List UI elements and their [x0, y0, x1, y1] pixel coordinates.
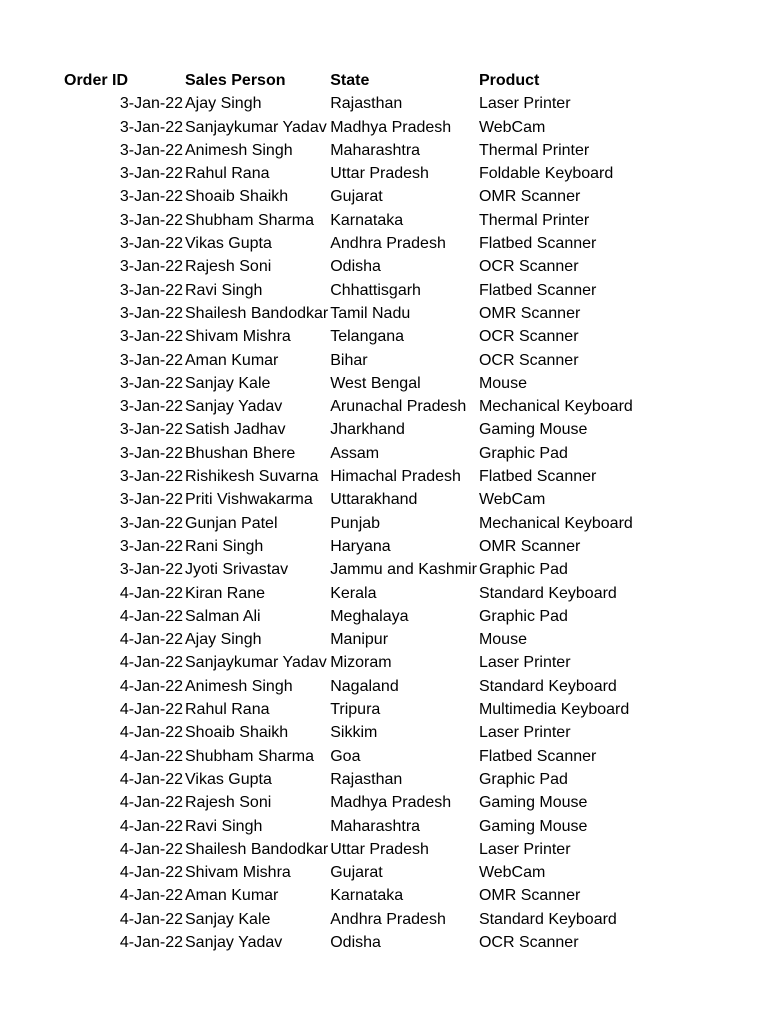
sales-person-cell: Sanjaykumar Yadav — [185, 654, 327, 672]
state-cell: Bihar — [330, 351, 368, 369]
order-date-cell: 4-Jan-22 — [119, 794, 183, 812]
table-row — [62, 232, 647, 255]
table-row — [62, 116, 647, 139]
sales-person-cell: Ajay Singh — [185, 95, 262, 113]
order-date-cell: 3-Jan-22 — [119, 235, 183, 253]
table-row — [62, 512, 647, 535]
column-header-state: State — [330, 72, 370, 89]
product-cell: Graphic Pad — [478, 770, 568, 788]
table-row — [62, 325, 647, 348]
state-cell: Kerala — [330, 584, 377, 602]
table-row — [62, 582, 647, 605]
order-date-cell: 3-Jan-22 — [119, 537, 183, 555]
product-cell: Laser Printer — [478, 654, 571, 672]
sales-person-cell: Ravi Singh — [185, 817, 263, 835]
table-row — [62, 139, 647, 162]
sales-person-cell: Sanjay Yadav — [185, 398, 283, 416]
table-row — [62, 209, 647, 232]
table-row — [62, 558, 647, 581]
table-row — [62, 791, 647, 814]
table-row — [62, 372, 647, 395]
sales-person-cell: Satish Jadhav — [185, 421, 286, 439]
product-cell: Mechanical Keyboard — [478, 514, 633, 532]
table-row — [62, 162, 647, 185]
state-cell: Chhattisgarh — [330, 281, 421, 299]
table-row — [62, 675, 647, 698]
orders-table — [62, 69, 647, 954]
product-cell: Graphic Pad — [478, 607, 568, 625]
product-cell: Laser Printer — [478, 95, 571, 113]
product-cell: Flatbed Scanner — [478, 235, 597, 253]
order-date-cell: 4-Jan-22 — [119, 840, 183, 858]
sales-person-cell: Shoaib Shaikh — [185, 724, 289, 742]
sales-person-cell: Sanjaykumar Yadav — [185, 118, 327, 136]
product-cell: Flatbed Scanner — [478, 468, 597, 486]
sales-person-cell: Animesh Singh — [185, 141, 293, 159]
order-date-cell: 3-Jan-22 — [119, 374, 183, 392]
sales-person-cell: Aman Kumar — [185, 887, 279, 905]
order-date-cell: 4-Jan-22 — [119, 654, 183, 672]
order-date-cell: 3-Jan-22 — [119, 398, 183, 416]
table-row — [62, 349, 647, 372]
order-date-cell: 4-Jan-22 — [119, 770, 183, 788]
sales-person-cell: Shailesh Bandodkar — [185, 840, 329, 858]
sales-person-cell: Rani Singh — [185, 537, 264, 555]
column-header-sales-person: Sales Person — [185, 72, 286, 89]
order-date-cell: 3-Jan-22 — [119, 444, 183, 462]
order-date-cell: 4-Jan-22 — [119, 910, 183, 928]
state-cell: Nagaland — [330, 677, 399, 695]
order-date-cell: 3-Jan-22 — [119, 141, 183, 159]
sales-person-cell: Rishikesh Suvarna — [185, 468, 319, 486]
state-cell: Tamil Nadu — [330, 304, 411, 322]
table-row — [62, 651, 647, 674]
product-cell: Gaming Mouse — [478, 794, 588, 812]
table-row — [62, 442, 647, 465]
sales-person-cell: Shubham Sharma — [185, 747, 314, 765]
order-date-cell: 3-Jan-22 — [119, 468, 183, 486]
product-cell: OCR Scanner — [478, 351, 579, 369]
order-date-cell: 4-Jan-22 — [119, 607, 183, 625]
table-row — [62, 698, 647, 721]
order-date-cell: 4-Jan-22 — [119, 677, 183, 695]
product-cell: Standard Keyboard — [478, 910, 617, 928]
state-cell: Jharkhand — [330, 421, 405, 439]
state-cell: Karnataka — [330, 211, 404, 229]
sales-person-cell: Aman Kumar — [185, 351, 279, 369]
state-cell: Manipur — [330, 631, 389, 649]
state-cell: Telangana — [330, 328, 405, 346]
order-date-cell: 3-Jan-22 — [119, 304, 183, 322]
sales-person-cell: Bhushan Bhere — [185, 444, 296, 462]
sales-person-cell: Vikas Gupta — [185, 235, 272, 253]
state-cell: Uttarakhand — [330, 491, 418, 509]
product-cell: Laser Printer — [478, 840, 571, 858]
sales-person-cell: Sanjay Kale — [185, 374, 271, 392]
table-row — [62, 931, 647, 954]
state-cell: Mizoram — [330, 654, 392, 672]
order-date-cell: 4-Jan-22 — [119, 887, 183, 905]
sales-person-cell: Shivam Mishra — [185, 328, 291, 346]
state-cell: Odisha — [330, 933, 381, 951]
state-cell: Uttar Pradesh — [330, 165, 429, 183]
state-cell: Punjab — [330, 514, 381, 532]
product-cell: WebCam — [478, 491, 546, 509]
table-row — [62, 861, 647, 884]
sales-person-cell: Rahul Rana — [185, 701, 270, 719]
table-body — [62, 92, 647, 954]
state-cell: Uttar Pradesh — [330, 840, 429, 858]
order-date-cell: 3-Jan-22 — [119, 328, 183, 346]
order-date-cell: 4-Jan-22 — [119, 747, 183, 765]
state-cell: Andhra Pradesh — [330, 235, 446, 253]
table-row — [62, 768, 647, 791]
sales-person-cell: Ravi Singh — [185, 281, 263, 299]
sales-person-cell: Sanjay Kale — [185, 910, 271, 928]
state-cell: Himachal Pradesh — [330, 468, 461, 486]
table-row — [62, 884, 647, 907]
product-cell: Mouse — [478, 631, 527, 649]
state-cell: Gujarat — [330, 188, 383, 206]
product-cell: Graphic Pad — [478, 444, 568, 462]
state-cell: Rajasthan — [330, 95, 403, 113]
order-date-cell: 3-Jan-22 — [119, 281, 183, 299]
sales-person-cell: Shoaib Shaikh — [185, 188, 289, 206]
product-cell: OCR Scanner — [478, 328, 579, 346]
sales-person-cell: Ajay Singh — [185, 631, 262, 649]
order-date-cell: 3-Jan-22 — [119, 421, 183, 439]
product-cell: OMR Scanner — [478, 188, 581, 206]
order-date-cell: 4-Jan-22 — [119, 631, 183, 649]
product-cell: WebCam — [478, 864, 546, 882]
sales-person-cell: Rajesh Soni — [185, 794, 272, 812]
table-row — [62, 605, 647, 628]
order-date-cell: 3-Jan-22 — [119, 561, 183, 579]
state-cell: Odisha — [330, 258, 381, 276]
product-cell: Gaming Mouse — [478, 421, 588, 439]
sales-person-cell: Animesh Singh — [185, 677, 293, 695]
table-row — [62, 838, 647, 861]
header-row — [62, 69, 647, 92]
sales-person-cell: Salman Ali — [185, 607, 261, 625]
table-row — [62, 302, 647, 325]
sales-person-cell: Shailesh Bandodkar — [185, 304, 329, 322]
order-date-cell: 4-Jan-22 — [119, 864, 183, 882]
table-row — [62, 488, 647, 511]
order-date-cell: 3-Jan-22 — [119, 514, 183, 532]
order-date-cell: 3-Jan-22 — [119, 95, 183, 113]
table-row — [62, 745, 647, 768]
product-cell: Mechanical Keyboard — [478, 398, 633, 416]
table-row — [62, 628, 647, 651]
order-date-cell: 4-Jan-22 — [119, 584, 183, 602]
product-cell: OMR Scanner — [478, 304, 581, 322]
product-cell: Graphic Pad — [478, 561, 568, 579]
state-cell: Tripura — [330, 701, 381, 719]
sales-person-cell: Shubham Sharma — [185, 211, 314, 229]
product-cell: Foldable Keyboard — [478, 165, 614, 183]
order-date-cell: 3-Jan-22 — [119, 258, 183, 276]
product-cell: WebCam — [478, 118, 546, 136]
table-row — [62, 465, 647, 488]
sales-person-cell: Gunjan Patel — [185, 514, 278, 532]
order-date-cell: 3-Jan-22 — [119, 211, 183, 229]
order-date-cell: 4-Jan-22 — [119, 817, 183, 835]
product-cell: Gaming Mouse — [478, 817, 588, 835]
state-cell: Arunachal Pradesh — [330, 398, 467, 416]
table-row — [62, 908, 647, 931]
order-date-cell: 4-Jan-22 — [119, 933, 183, 951]
state-cell: Assam — [330, 444, 380, 462]
order-date-cell: 3-Jan-22 — [119, 188, 183, 206]
table-row — [62, 92, 647, 115]
order-date-cell: 3-Jan-22 — [119, 351, 183, 369]
table-row — [62, 418, 647, 441]
state-cell: Madhya Pradesh — [330, 794, 452, 812]
table-row — [62, 535, 647, 558]
product-cell: Standard Keyboard — [478, 677, 617, 695]
column-header-product: Product — [478, 72, 540, 89]
table-row — [62, 255, 647, 278]
table-row — [62, 185, 647, 208]
state-cell: Madhya Pradesh — [330, 118, 452, 136]
state-cell: West Bengal — [330, 374, 421, 392]
product-cell: Thermal Printer — [478, 211, 590, 229]
sales-person-cell: Priti Vishwakarma — [185, 491, 313, 509]
product-cell: OMR Scanner — [478, 887, 581, 905]
product-cell: Mouse — [478, 374, 527, 392]
table-row — [62, 721, 647, 744]
state-cell: Meghalaya — [330, 607, 409, 625]
sales-person-cell: Kiran Rane — [185, 584, 266, 602]
order-date-cell: 3-Jan-22 — [119, 491, 183, 509]
state-cell: Haryana — [330, 537, 391, 555]
sales-person-cell: Jyoti Srivastav — [185, 561, 289, 579]
product-cell: OMR Scanner — [478, 537, 581, 555]
state-cell: Maharashtra — [330, 817, 421, 835]
order-date-cell: 4-Jan-22 — [119, 724, 183, 742]
state-cell: Andhra Pradesh — [330, 910, 446, 928]
state-cell: Maharashtra — [330, 141, 421, 159]
sales-person-cell: Shivam Mishra — [185, 864, 291, 882]
order-date-cell: 3-Jan-22 — [119, 118, 183, 136]
sales-person-cell: Sanjay Yadav — [185, 933, 283, 951]
sales-person-cell: Rahul Rana — [185, 165, 270, 183]
order-date-cell: 4-Jan-22 — [119, 701, 183, 719]
table-row — [62, 815, 647, 838]
state-cell: Jammu and Kashmir — [330, 561, 477, 579]
product-cell: Flatbed Scanner — [478, 747, 597, 765]
product-cell: OCR Scanner — [478, 933, 579, 951]
state-cell: Karnataka — [330, 887, 404, 905]
product-cell: OCR Scanner — [478, 258, 579, 276]
state-cell: Goa — [330, 747, 361, 765]
state-cell: Rajasthan — [330, 770, 403, 788]
state-cell: Gujarat — [330, 864, 383, 882]
sales-person-cell: Vikas Gupta — [185, 770, 272, 788]
product-cell: Thermal Printer — [478, 141, 590, 159]
state-cell: Sikkim — [330, 724, 378, 742]
product-cell: Laser Printer — [478, 724, 571, 742]
product-cell: Standard Keyboard — [478, 584, 617, 602]
column-header-order-id: Order ID — [64, 72, 129, 89]
table-row — [62, 395, 647, 418]
order-date-cell: 3-Jan-22 — [119, 165, 183, 183]
sales-person-cell: Rajesh Soni — [185, 258, 272, 276]
product-cell: Flatbed Scanner — [478, 281, 597, 299]
table-row — [62, 279, 647, 302]
product-cell: Multimedia Keyboard — [478, 701, 630, 719]
